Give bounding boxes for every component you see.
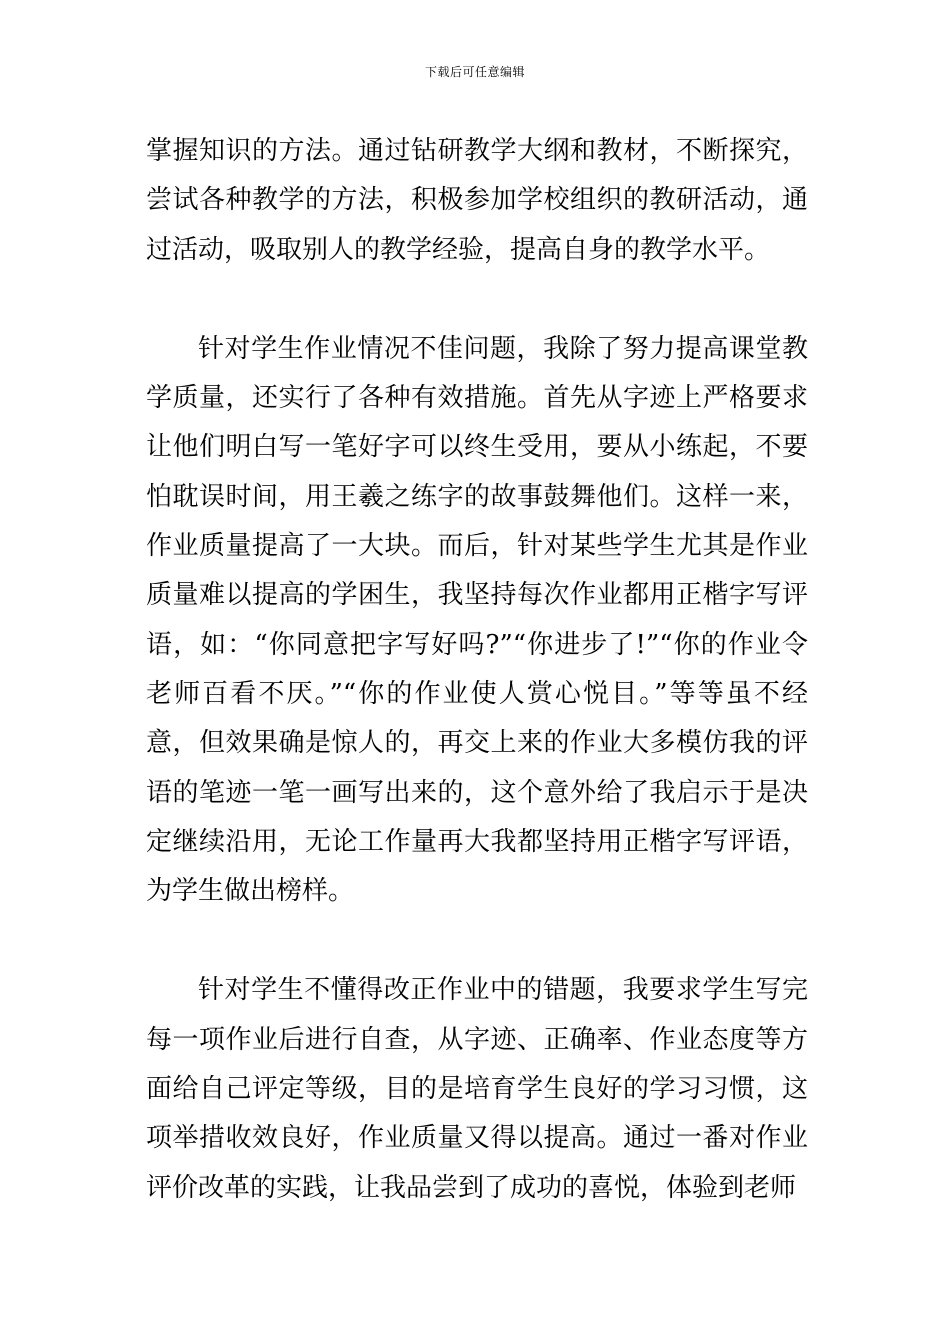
paragraph-spacer — [146, 275, 808, 325]
paragraph-1: 掌握知识的方法。通过钻研教学大纲和教材，不断探究，尝试各种教学的方法，积极参加学校组织的教研活动，通过活动，吸取别人的教学经验，提高自身的教学水平。 — [146, 136, 808, 265]
document-body — [146, 127, 808, 1213]
paragraph-2: 针对学生作业情况不佳问题，我除了努力提高课堂教学质量，还实行了各种有效措施。首先从字迹上严格要求让他们明白写一笔好字可以终生受用，要从小练起，不要怕耽误时间，用王羲之练字的故事鼓舞他们。这样一来，作业质量提高了一大块。而后，针对某些学生尤其是作业质量难以提高的学困生，我坚持每次作业都用正楷字写评语，如：“你同意把字写好吗?”“你进步了!”“你的作业令老师百看不厌。”“你的作业使人赏心悦目。”等等虽不经意，但效果确是惊人的，再交上来的作业大多模仿我的评语的笔迹一笔一画写出来的，这个意外给了我启示于是决定继续沿用，无论工作量再大我都坚持用正楷字写评语，为学生做出榜样。 — [146, 333, 808, 907]
paragraph-3: 针对学生不懂得改正作业中的错题，我要求学生写完每一项作业后进行自查，从字迹、正确率、作业态度等方面给自己评定等级，目的是培育学生良好的学习习惯，这项举措收效良好，作业质量又得以提高。通过一番对作业评价改革的实践，让我品尝到了成功的喜悦，体验到老师 — [146, 975, 808, 1203]
page-header: 下载后可任意编辑 — [424, 65, 525, 79]
paragraph-spacer — [146, 916, 808, 966]
